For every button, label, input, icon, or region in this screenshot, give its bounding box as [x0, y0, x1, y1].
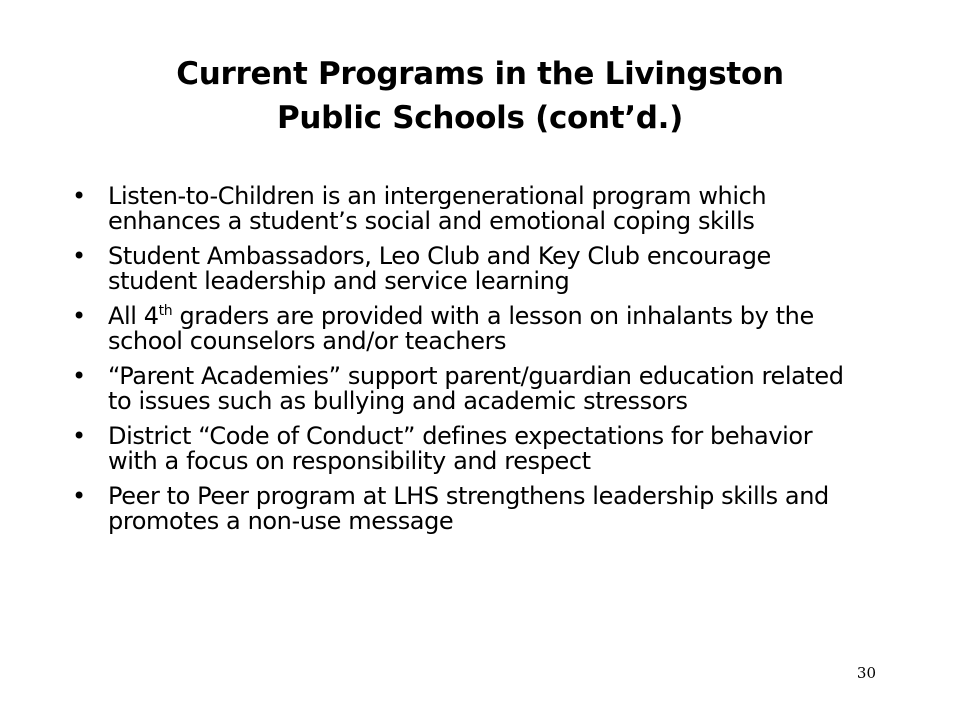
bullet-icon: •: [72, 422, 86, 450]
bullet-text-post: graders are provided with a lesson on inhalants by the school counselors and/or teachers: [108, 302, 814, 355]
bullet-item: [72, 424, 862, 474]
bullet-text: Student Ambassadors, Leo Club and Key Club encourage student leadership and service learning: [108, 242, 771, 295]
bullet-icon: •: [72, 302, 86, 330]
bullet-text: [108, 302, 814, 355]
bullet-icon: •: [72, 242, 86, 270]
bullet-text: District “Code of Conduct” defines expectations for behavior with a focus on responsibility and respect: [108, 422, 813, 475]
bullet-list: [72, 184, 862, 544]
slide-title-line-1: Current Programs in the Livingston: [176, 56, 784, 92]
bullet-item: [72, 304, 862, 354]
bullet-item: [72, 244, 862, 294]
bullet-text: “Parent Academies” support parent/guardian education related to issues such as bullying and academic stressors: [108, 362, 844, 415]
bullet-icon: •: [72, 362, 86, 390]
bullet-icon: •: [72, 482, 86, 510]
bullet-icon: •: [72, 182, 86, 210]
bullet-text-pre: All 4: [108, 302, 159, 330]
page-number: 30: [856, 664, 876, 682]
bullet-item: [72, 364, 862, 414]
bullet-text: Listen-to-Children is an intergenerational program which enhances a student’s social and emotional coping skills: [108, 182, 767, 235]
ordinal-suffix: th: [158, 303, 173, 319]
slide-title: [80, 52, 880, 140]
bullet-text: Peer to Peer program at LHS strengthens leadership skills and promotes a non-use message: [108, 482, 829, 535]
slide-title-line-2: Public Schools (cont’d.): [276, 100, 684, 136]
bullet-item: [72, 184, 862, 234]
bullet-item: [72, 484, 862, 534]
